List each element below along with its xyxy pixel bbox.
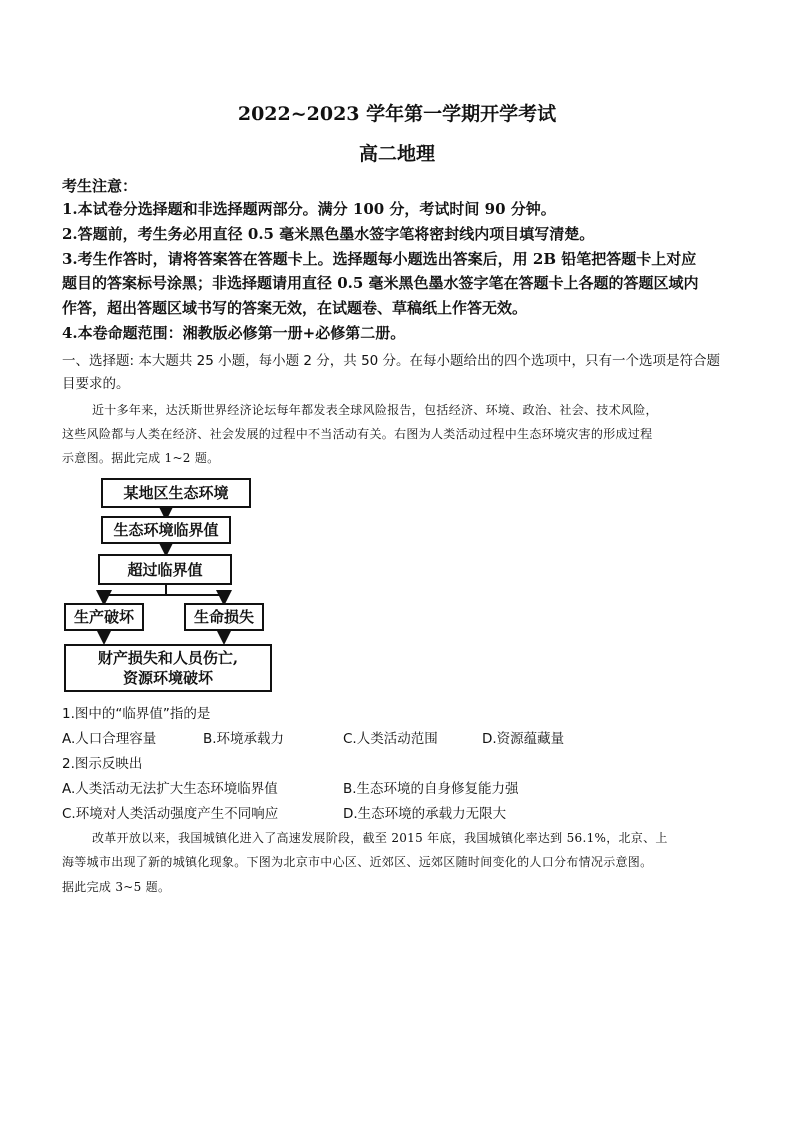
flowchart-box-eco-environment: 某地区生态环境 (101, 478, 251, 508)
notice-line-1: 1.本试卷分选择题和非选择题两部分。满分 100 分，考试时间 90 分钟。 (62, 200, 556, 218)
notice-heading: 考生注意： (62, 177, 138, 195)
section-heading-line-2: 目要求的。 (62, 376, 130, 392)
notice-line-3: 3.考生作答时，请将答案答在答题卡上。选择题每小题选出答案后，用 2B 铅笔把答题卡上对应 (62, 250, 697, 268)
q1-option-b: B.环境承载力 (203, 731, 285, 747)
passage2-line-2: 海等城市出现了新的城镇化现象。下图为北京市中心区、近郊区、远郊区随时间变化的人口分布情况示意图。 (62, 855, 653, 869)
passage1-line-2: 这些风险都与人类在经济、社会发展的过程中不当活动有关。右图为人类活动过程中生态环境灾害的形成过程 (62, 427, 653, 441)
notice-line-5: 作答，超出答题区域书写的答案无效，在试题卷、草稿纸上作答无效。 (62, 299, 528, 317)
passage1-line-1: 近十多年来，达沃斯世界经济论坛每年都发表全球风险报告，包括经济、环境、政治、社会、技术风险， (92, 403, 658, 417)
passage2-line-3: 据此完成 3~5 题。 (62, 880, 171, 894)
q1-option-a: A.人口合理容量 (62, 731, 157, 747)
passage2-line-1: 改革开放以来，我国城镇化进入了高速发展阶段，截至 2015 年底，我国城镇化率达到 56.1%，北京、上 (92, 831, 668, 845)
notice-line-2: 2.答题前，考生务必用直径 0.5 毫米黑色墨水签字笔将密封线内项目填写清楚。 (62, 225, 595, 243)
flowchart-box-threshold: 生态环境临界值 (101, 516, 231, 544)
section-heading-line-1: 一、选择题: 本大题共 25 小题，每小题 2 分，共 50 分。在每小题给出的四个选项中，只有一个选项是符合题 (62, 353, 721, 369)
q2-option-a: A.人类活动无法扩大生态环境临界值 (62, 781, 278, 797)
flowchart-box-exceed-threshold: 超过临界值 (98, 554, 232, 585)
q2-option-b: B.生态环境的自身修复能力强 (343, 781, 519, 797)
q1-option-c: C.人类活动范围 (343, 731, 438, 747)
notice-line-4: 题目的答案标号涂黑；非选择题请用直径 0.5 毫米黑色墨水签字笔在答题卡上各题的答题区域内 (62, 274, 699, 292)
subject-title: 高二地理 (358, 143, 435, 165)
q2-stem: 2.图示反映出 (62, 756, 143, 772)
notice-line-6: 4.本卷命题范围：湘教版必修第一册+必修第二册。 (62, 324, 406, 342)
q1-option-d: D.资源蕴藏量 (482, 731, 565, 747)
flowchart-box-life-loss: 生命损失 (184, 603, 264, 631)
q2-option-c: C.环境对人类活动强度产生不同响应 (62, 806, 279, 822)
exam-title: 2022~2023 学年第一学期开学考试 (237, 103, 557, 125)
flowchart-box-production-damage: 生产破坏 (64, 603, 144, 631)
passage1-line-3: 示意图。据此完成 1~2 题。 (62, 451, 220, 465)
q1-stem: 1.图中的“临界值”指的是 (62, 706, 211, 722)
q2-option-d: D.生态环境的承载力无限大 (343, 806, 507, 822)
flowchart-box-final-result: 财产损失和人员伤亡, 资源环境破坏 (64, 644, 272, 692)
